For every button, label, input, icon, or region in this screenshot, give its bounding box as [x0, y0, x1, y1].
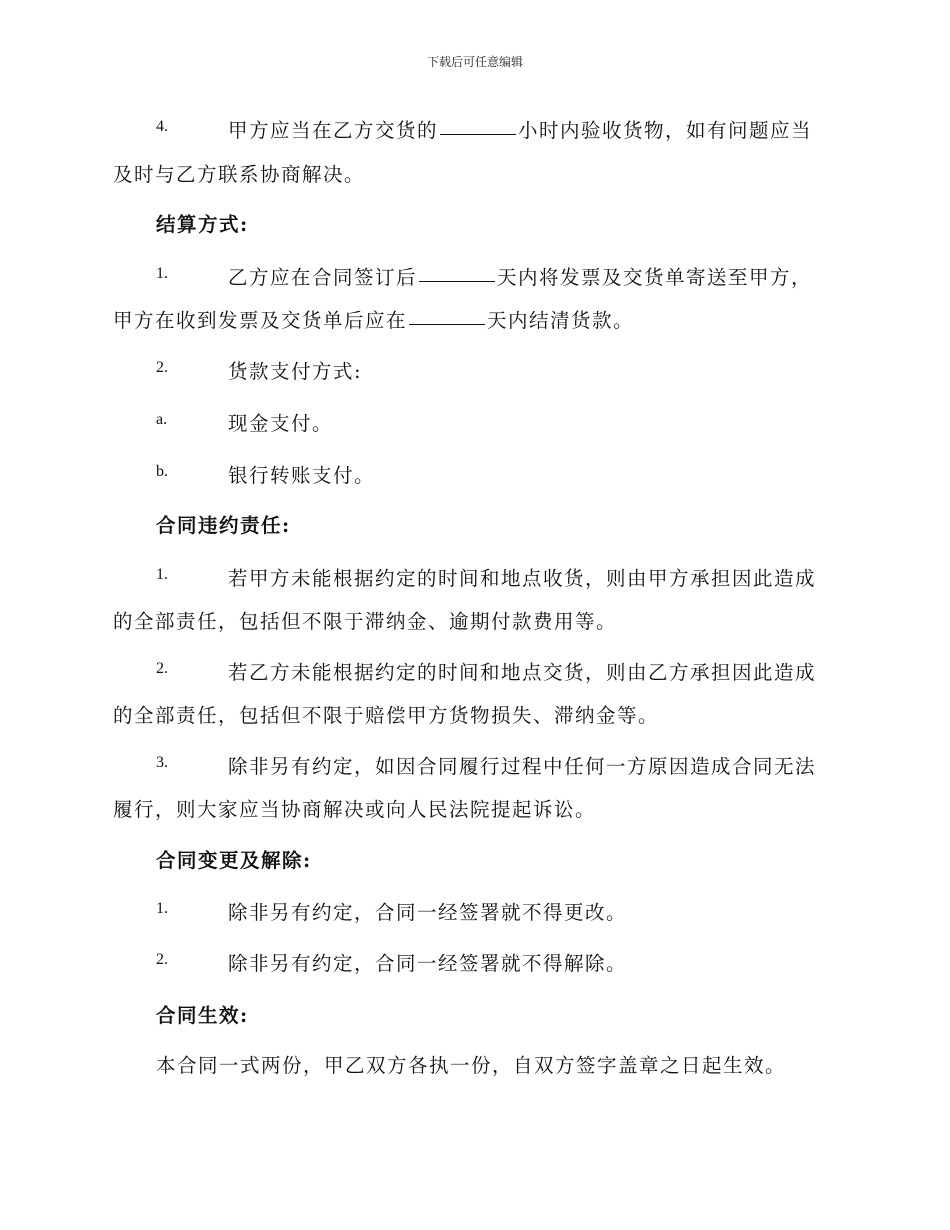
settlement-item-2-text: 货款支付方式: — [228, 360, 363, 383]
item-text: 乙方应在合同签订后 — [228, 266, 418, 289]
section-heading-settlement: 结算方式: — [156, 213, 249, 236]
item-number: 1. — [156, 566, 168, 583]
item-text: 天内结清货款。 — [487, 309, 635, 332]
effect-text: 本合同一式两份，甲乙双方各执一份，自双方签字盖章之日起生效。 — [156, 1054, 787, 1077]
change-item-1-text: 除非另有约定，合同一经签署就不得更改。 — [228, 901, 628, 924]
item-number: 1. — [156, 900, 168, 917]
item-line — [113, 305, 634, 333]
item-line: 及时与乙方联系协商解决。 — [113, 163, 366, 186]
item-line: 履行，则大家应当协商解决或向人民法院提起诉讼。 — [113, 798, 597, 821]
item-text: 甲方应当在乙方交货的 — [228, 119, 439, 142]
item-number: a. — [156, 411, 168, 428]
page-header-note: 下载后可任意编辑 — [426, 55, 523, 69]
section-heading-change: 合同变更及解除: — [156, 849, 312, 872]
item-line — [228, 115, 812, 143]
item-line: 若乙方未能根据约定的时间和地点交货，则由乙方承担因此造成 — [228, 661, 817, 684]
item-line: 若甲方未能根据约定的时间和地点收货，则由甲方承担因此造成 — [228, 567, 817, 590]
payment-option-bank: 银行转账支付。 — [228, 464, 376, 487]
fill-in-blank — [419, 280, 495, 282]
section-heading-liability: 合同违约责任: — [156, 514, 291, 537]
item-text: 小时内验收货物，如有问题应当 — [518, 119, 813, 142]
payment-option-cash: 现金支付。 — [228, 412, 334, 435]
item-line: 的全部责任，包括但不限于赔偿甲方货物损失、滞纳金等。 — [113, 704, 660, 727]
fill-in-blank — [409, 323, 485, 325]
item-text: 天内将发票及交货单寄送至甲方， — [497, 266, 813, 289]
item-number: 1. — [156, 265, 168, 282]
item-line: 的全部责任，包括但不限于滞纳金、逾期付款费用等。 — [113, 610, 618, 633]
item-number: b. — [156, 463, 168, 480]
change-item-2-text: 除非另有约定，合同一经签署就不得解除。 — [228, 952, 628, 975]
item-number: 3. — [156, 754, 168, 771]
item-line — [228, 262, 812, 290]
item-number: 2. — [156, 359, 168, 376]
item-number: 2. — [156, 660, 168, 677]
item-number: 2. — [156, 951, 168, 968]
item-number: 4. — [156, 118, 168, 135]
section-heading-effect: 合同生效: — [156, 1004, 249, 1027]
fill-in-blank — [440, 133, 516, 135]
item-line: 除非另有约定，如因合同履行过程中任何一方原因造成合同无法 — [228, 755, 817, 778]
item-text: 甲方在收到发票及交货单后应在 — [113, 309, 408, 332]
